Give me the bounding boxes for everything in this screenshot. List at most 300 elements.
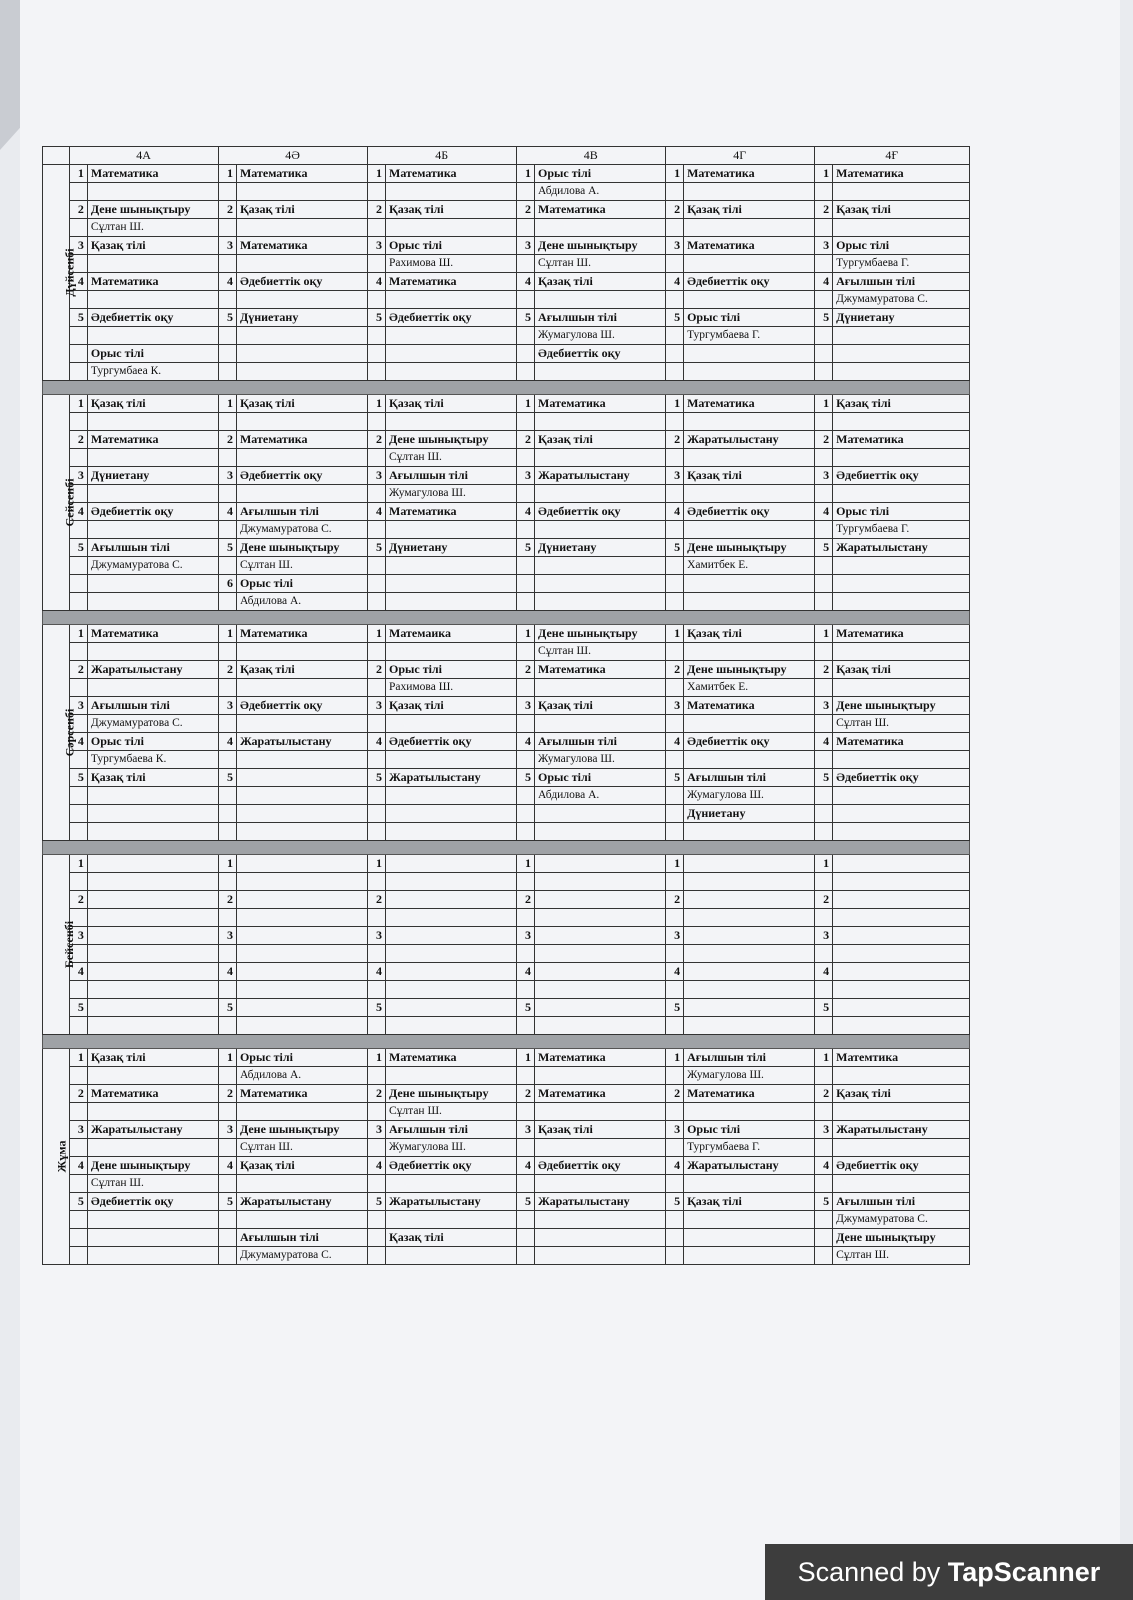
lesson-number [665,593,683,611]
lesson-number [218,1229,236,1247]
teacher-cell [87,449,218,467]
teacher-cell [87,327,218,345]
lesson-number: 5 [516,539,534,557]
lesson-number: 4 [665,733,683,751]
subject-cell: Ағылшын тілі [684,769,815,787]
schedule-row [43,345,970,363]
lesson-number [516,823,534,841]
teacher-cell [386,787,517,805]
lesson-number: 5 [367,769,385,787]
class-header: 4Б [367,147,516,165]
lesson-number [665,413,683,431]
schedule-row [43,431,970,449]
subject-cell [236,769,367,787]
subject-cell: Әдебиеттік оқу [236,467,367,485]
lesson-number: 1 [69,1049,87,1067]
lesson-number [814,255,832,273]
lesson-number [814,1067,832,1085]
teacher-cell [236,643,367,661]
teacher-cell [684,823,815,841]
lesson-number: 4 [218,1157,236,1175]
subject-cell: Жаратылыстану [87,661,218,679]
subject-cell: Дүниетану [87,467,218,485]
lesson-number: 2 [516,431,534,449]
teacher-cell [236,751,367,769]
lesson-number: 1 [665,855,683,873]
day-name: Сейсенбі [62,478,77,527]
lesson-number [814,363,832,381]
teacher-cell: Тургумбаева Г. [833,521,970,539]
teacher-cell [833,1139,970,1157]
teacher-cell [684,413,815,431]
lesson-number [367,787,385,805]
schedule-row [43,503,970,521]
lesson-number [814,643,832,661]
schedule-row [43,1193,970,1211]
day-name: Дүйсенбі [62,248,77,297]
lesson-number: 5 [218,309,236,327]
lesson-number: 3 [516,237,534,255]
teacher-cell: Сұлтан Ш. [386,1103,517,1121]
teacher-cell [386,823,517,841]
separator-cell [43,381,970,395]
subject-cell: Математика [236,165,367,183]
lesson-number: 1 [367,855,385,873]
lesson-number [665,345,683,363]
subject-cell: Дене шынықтыру [236,539,367,557]
lesson-number: 5 [814,309,832,327]
lesson-number [218,945,236,963]
subject-cell: Қазақ тілі [833,201,970,219]
lesson-number: 1 [218,395,236,413]
lesson-number [665,449,683,467]
lesson-number [218,449,236,467]
lesson-number [516,593,534,611]
lesson-number: 1 [814,395,832,413]
schedule-row [43,981,970,999]
teacher-cell [684,1211,815,1229]
teacher-cell: Джумамуратова С. [833,1211,970,1229]
teacher-cell [87,255,218,273]
lesson-number [367,327,385,345]
lesson-number [516,981,534,999]
teacher-cell [87,1103,218,1121]
teacher-cell [684,751,815,769]
lesson-number [69,679,87,697]
teacher-cell [236,981,367,999]
teacher-cell [684,981,815,999]
lesson-number [665,873,683,891]
subject-cell: Дүниетану [236,309,367,327]
teacher-cell: Сұлтан Ш. [535,255,666,273]
subject-cell: Жаратылыстану [833,1121,970,1139]
lesson-number: 4 [665,963,683,981]
lesson-number [218,291,236,309]
lesson-number [69,805,87,823]
subject-cell [684,999,815,1017]
teacher-cell [684,593,815,611]
lesson-number [516,751,534,769]
schedule-row [43,237,970,255]
lesson-number: 5 [516,1193,534,1211]
teacher-cell [535,575,666,593]
schedule-row [43,467,970,485]
schedule-row [43,1211,970,1229]
schedule-row [43,1247,970,1265]
lesson-number: 5 [69,539,87,557]
lesson-number: 1 [516,625,534,643]
teacher-cell [236,183,367,201]
lesson-number: 5 [69,769,87,787]
teacher-cell [386,291,517,309]
subject-cell: Орыс тілі [386,661,517,679]
lesson-number [814,805,832,823]
subject-cell: Қазақ тілі [87,1049,218,1067]
subject-cell: Математика [833,625,970,643]
lesson-number [218,557,236,575]
lesson-number: 5 [69,999,87,1017]
lesson-number [814,219,832,237]
subject-cell: Әдебиеттік оқу [684,503,815,521]
lesson-number [665,715,683,733]
teacher-cell [684,945,815,963]
lesson-number [665,219,683,237]
subject-cell: Әдебиеттік оқу [236,273,367,291]
teacher-cell [87,643,218,661]
lesson-number: 3 [69,697,87,715]
subject-cell: Ағылшын тілі [87,697,218,715]
subject-cell: Қазақ тілі [535,697,666,715]
schedule-row [43,413,970,431]
schedule-row [43,575,970,593]
teacher-cell: Абдилова А. [535,787,666,805]
class-header: 4Ә [218,147,367,165]
schedule-row [43,769,970,787]
lesson-number [69,1017,87,1035]
teacher-cell [833,449,970,467]
teacher-cell: Джумамуратова С. [87,557,218,575]
lesson-number: 1 [69,395,87,413]
subject-cell: Жаратылыстану [535,467,666,485]
subject-cell [684,927,815,945]
lesson-number [218,1211,236,1229]
schedule-row [43,733,970,751]
teacher-cell: Рахимова Ш. [386,679,517,697]
lesson-number: 5 [814,769,832,787]
lesson-number: 4 [218,273,236,291]
subject-cell: Қазақ тілі [535,1121,666,1139]
lesson-number [367,1229,385,1247]
lesson-number: 3 [218,927,236,945]
schedule-row [43,697,970,715]
subject-cell [236,927,367,945]
teacher-cell [833,787,970,805]
subject-cell: Математика [535,395,666,413]
lesson-number [367,291,385,309]
teacher-cell [535,1067,666,1085]
lesson-number: 5 [814,1193,832,1211]
schedule-row [43,927,970,945]
subject-cell: Математика [535,661,666,679]
lesson-number [814,679,832,697]
lesson-number [69,1211,87,1229]
subject-cell: Ағылшын тілі [535,733,666,751]
teacher-cell [236,715,367,733]
schedule-row [43,1085,970,1103]
lesson-number [665,805,683,823]
lesson-number: 4 [516,1157,534,1175]
lesson-number [218,219,236,237]
subject-cell: Математика [386,165,517,183]
schedule-row [43,873,970,891]
lesson-number [665,823,683,841]
teacher-cell [833,1175,970,1193]
subject-cell: Орыс тілі [684,309,815,327]
teacher-cell [87,981,218,999]
teacher-cell [87,787,218,805]
lesson-number [367,363,385,381]
lesson-number [814,291,832,309]
subject-cell: Дене шынықтыру [87,201,218,219]
subject-cell [87,963,218,981]
subject-cell: Қазақ тілі [87,237,218,255]
lesson-number: 3 [814,697,832,715]
teacher-cell [684,1247,815,1265]
lesson-number: 3 [218,1121,236,1139]
teacher-cell [87,1017,218,1035]
lesson-number: 1 [516,855,534,873]
subject-cell: Жаратылыстану [87,1121,218,1139]
lesson-number: 2 [516,891,534,909]
lesson-number: 4 [218,503,236,521]
lesson-number: 3 [218,697,236,715]
teacher-cell: Сұлтан Ш. [535,643,666,661]
lesson-number: 4 [367,1157,385,1175]
lesson-number: 4 [516,503,534,521]
subject-cell: Ағылшын тілі [684,1049,815,1067]
schedule-row [43,363,970,381]
lesson-number: 2 [367,431,385,449]
teacher-cell [684,485,815,503]
class-header: 4Г [665,147,814,165]
lesson-number [218,823,236,841]
lesson-number [367,1247,385,1265]
subject-cell: Әдебиеттік оқу [386,733,517,751]
teacher-cell [833,823,970,841]
teacher-cell [684,363,815,381]
lesson-number: 1 [516,165,534,183]
subject-cell [386,927,517,945]
teacher-cell: Джумамуратова С. [833,291,970,309]
lesson-number: 5 [665,1193,683,1211]
lesson-number [218,787,236,805]
subject-cell: Математика [684,165,815,183]
subject-cell: Жаратылыстану [684,431,815,449]
subject-cell [684,891,815,909]
teacher-cell [535,823,666,841]
subject-cell: Математика [87,431,218,449]
teacher-cell: Рахимова Ш. [386,255,517,273]
lesson-number [367,1211,385,1229]
teacher-cell [87,1229,218,1247]
subject-cell: Әдебиеттік оқу [87,503,218,521]
subject-cell: Ағылшын тілі [87,539,218,557]
lesson-number: 3 [665,697,683,715]
subject-cell: Математика [236,1085,367,1103]
lesson-number [516,557,534,575]
lesson-number: 5 [367,309,385,327]
teacher-cell: Жумагулова Ш. [386,485,517,503]
teacher-cell [386,345,517,363]
schedule-row [43,891,970,909]
lesson-number [516,1211,534,1229]
lesson-number [516,1139,534,1157]
lesson-number [367,1139,385,1157]
teacher-cell: Абдилова А. [535,183,666,201]
subject-cell: Әдебиеттік оқу [535,503,666,521]
subject-cell [833,927,970,945]
lesson-number [516,291,534,309]
lesson-number [367,449,385,467]
lesson-number: 4 [69,733,87,751]
teacher-cell [87,945,218,963]
class-header-row [43,147,970,165]
teacher-cell [833,1017,970,1035]
lesson-number: 5 [516,309,534,327]
lesson-number: 4 [367,733,385,751]
lesson-number: 5 [218,999,236,1017]
lesson-number: 5 [367,999,385,1017]
lesson-number: 2 [814,201,832,219]
day-separator [43,611,970,625]
teacher-cell [87,823,218,841]
lesson-number [218,255,236,273]
subject-cell: Ағылшын тілі [535,309,666,327]
subject-cell: Қазақ тілі [386,201,517,219]
lesson-number: 4 [218,963,236,981]
lesson-number [516,1067,534,1085]
schedule-row [43,751,970,769]
teacher-cell [833,345,970,363]
lesson-number [367,981,385,999]
subject-cell: Әдебиеттік оқу [87,309,218,327]
lesson-number: 2 [665,891,683,909]
lesson-number [665,981,683,999]
lesson-number [367,945,385,963]
subject-cell [535,855,666,873]
subject-cell: Әдебиеттік оқу [833,1157,970,1175]
subject-cell: Орыс тілі [535,769,666,787]
lesson-number [367,183,385,201]
teacher-cell [833,679,970,697]
subject-cell: Дене шынықтыру [87,1157,218,1175]
subject-cell [386,855,517,873]
teacher-cell [236,219,367,237]
lesson-number: 2 [367,891,385,909]
subject-cell: Әдебиеттік оқу [833,467,970,485]
lesson-number [665,327,683,345]
lesson-number: 4 [516,963,534,981]
lesson-number [218,345,236,363]
lesson-number: 2 [69,201,87,219]
lesson-number [516,805,534,823]
lesson-number: 4 [814,273,832,291]
lesson-number: 3 [69,237,87,255]
lesson-number: 4 [69,1157,87,1175]
lesson-number [367,1067,385,1085]
teacher-cell [833,1103,970,1121]
lesson-number: 3 [665,467,683,485]
lesson-number [516,219,534,237]
subject-cell: Орыс тілі [386,237,517,255]
lesson-number: 1 [814,625,832,643]
teacher-cell: Абдилова А. [236,1067,367,1085]
lesson-number: 5 [516,999,534,1017]
schedule-row [43,291,970,309]
lesson-number: 2 [516,661,534,679]
teacher-cell [684,183,815,201]
teacher-cell [833,1067,970,1085]
lesson-number [665,1211,683,1229]
lesson-number: 3 [516,467,534,485]
schedule-row [43,1121,970,1139]
lesson-number [218,981,236,999]
subject-cell: Қазақ тілі [535,273,666,291]
lesson-number [69,219,87,237]
separator-cell [43,611,970,625]
day-cell [43,1049,70,1265]
day-separator [43,381,970,395]
teacher-cell [386,219,517,237]
lesson-number [665,291,683,309]
lesson-number [814,1139,832,1157]
subject-cell: Орыс тілі [833,503,970,521]
teacher-cell [535,1247,666,1265]
lesson-number [814,1247,832,1265]
teacher-cell [684,1229,815,1247]
schedule-row [43,643,970,661]
lesson-number: 3 [218,237,236,255]
class-header: 4А [69,147,218,165]
subject-cell [684,963,815,981]
teacher-cell [684,873,815,891]
lesson-number [218,363,236,381]
lesson-number [218,1139,236,1157]
watermark-brand: TapScanner [947,1557,1101,1587]
lesson-number: 1 [218,1049,236,1067]
lesson-number: 1 [665,165,683,183]
lesson-number [814,575,832,593]
lesson-number: 1 [367,395,385,413]
lesson-number: 1 [367,165,385,183]
lesson-number: 2 [218,201,236,219]
teacher-cell: Джумамуратова С. [87,715,218,733]
schedule-row [43,787,970,805]
lesson-number [367,873,385,891]
lesson-number [367,1103,385,1121]
teacher-cell [833,909,970,927]
schedule-row [43,395,970,413]
lesson-number: 2 [814,891,832,909]
teacher-cell: Жумагулова Ш. [535,327,666,345]
lesson-number [665,1139,683,1157]
lesson-number: 1 [516,395,534,413]
lesson-number [516,715,534,733]
teacher-cell [386,413,517,431]
lesson-number [218,1103,236,1121]
teacher-cell [535,593,666,611]
lesson-number: 3 [516,697,534,715]
